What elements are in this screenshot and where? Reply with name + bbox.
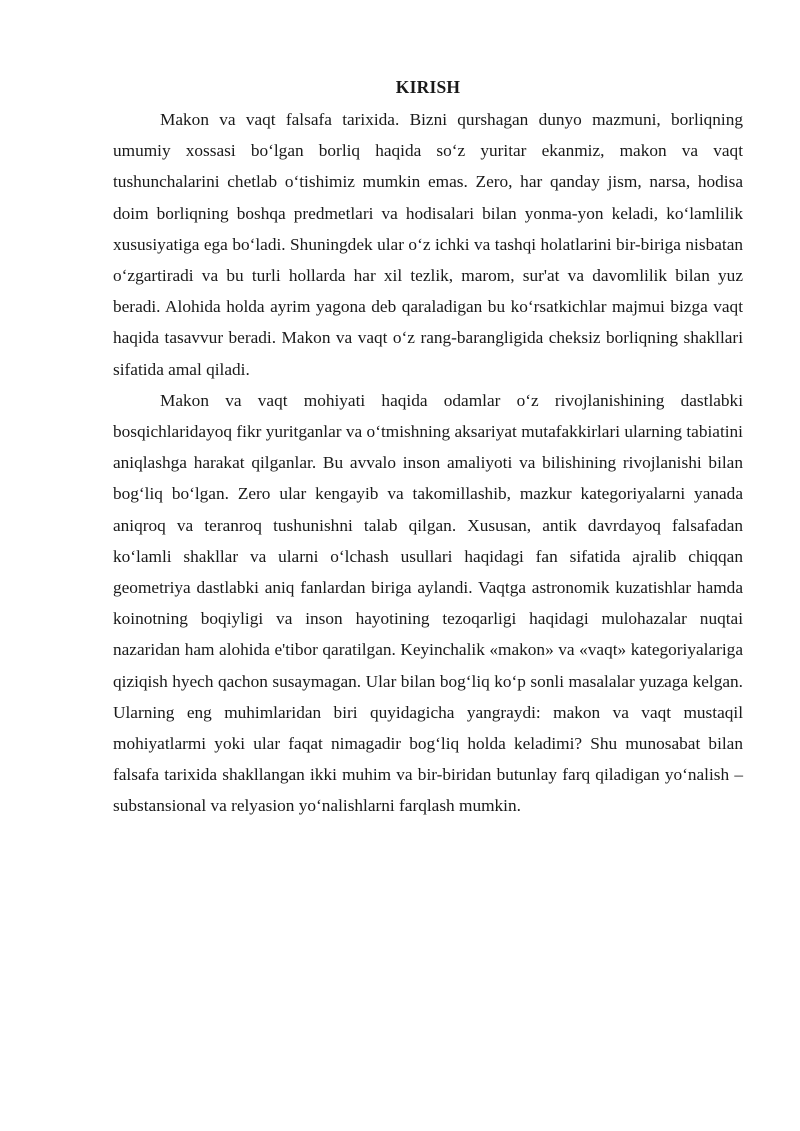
paragraph-1: Makon va vaqt falsafa tarixida. Bizni qurshagan dunyo mazmuni, borliqning umumiy xossasi bo‘lgan borliq haqida so‘z yuritar ekanmiz, makon va vaqt tushunchalarini chetlab o‘tishimiz mumkin emas. Zero, har qanday jism, narsa, hodisa doim borliqning boshqa predmetlari va hodisalari bilan yonma-yon keladi, ko‘lamlilik xususiyatiga ega bo‘ladi. Shuningdek ular o‘z ichki va tashqi holatlarini bir-biriga nisbatan o‘zgartiradi va bu turli hollarda har xil tezlik, marom, sur'at va davomlilik bilan yuz beradi. Alohida holda ayrim yagona deb qaraladigan bu ko‘rsatkichlar majmui bizga vaqt haqida tasavvur beradi. Makon va vaqt o‘z rang-barangligida cheksiz borliqning shakllari sifatida amal qiladi.: [113, 110, 743, 379]
page-title: KIRISH: [395, 77, 461, 97]
paragraph-2: Makon va vaqt mohiyati haqida odamlar o‘z rivojlanishining dastlabki bosqichlaridayoq fikr yuritganlar va o‘tmishning aksariyat mutafakkirlari ularning tabiatini aniqlashga harakat qilganlar. Bu avvalo inson amaliyoti va bilishining rivojlanishi bilan bog‘liq bo‘lgan. Zero ular kengayib va takomillashib, mazkur kategoriyalarni yanada aniqroq va teranroq tushunishni talab qilgan. Xususan, antik davrdayoq falsafadan ko‘lamli shakllar va ularni o‘lchash usullari haqidagi fan sifatida ajralib chiqqan geometriya dastlabki aniq fanlardan biriga aylandi. Vaqtga astronomik kuzatishlar hamda koinotning boqiyligi va inson hayotining tezoqarligi haqidagi mulohazalar nuqtai nazaridan ham alohida e'tibor qaratilgan. Keyinchalik «makon» va «vaqt» kategoriyalariga qiziqish hyech qachon susaymagan. Ular bilan bog‘liq ko‘p sonli masalalar yuzaga kelgan. Ularning eng muhimlaridan biri quyidagicha yangraydi: makon va vaqt mustaqil mohiyatlarmi yoki ular faqat nimagadir bog‘liq holda keladimi? Shu munosabat bilan falsafa tarixida shakllangan ikki muhim va bir-biridan butunlay farq qiladigan yo‘nalish – substansional va relyasion yo‘nalishlarni farqlash mumkin.: [113, 390, 743, 816]
